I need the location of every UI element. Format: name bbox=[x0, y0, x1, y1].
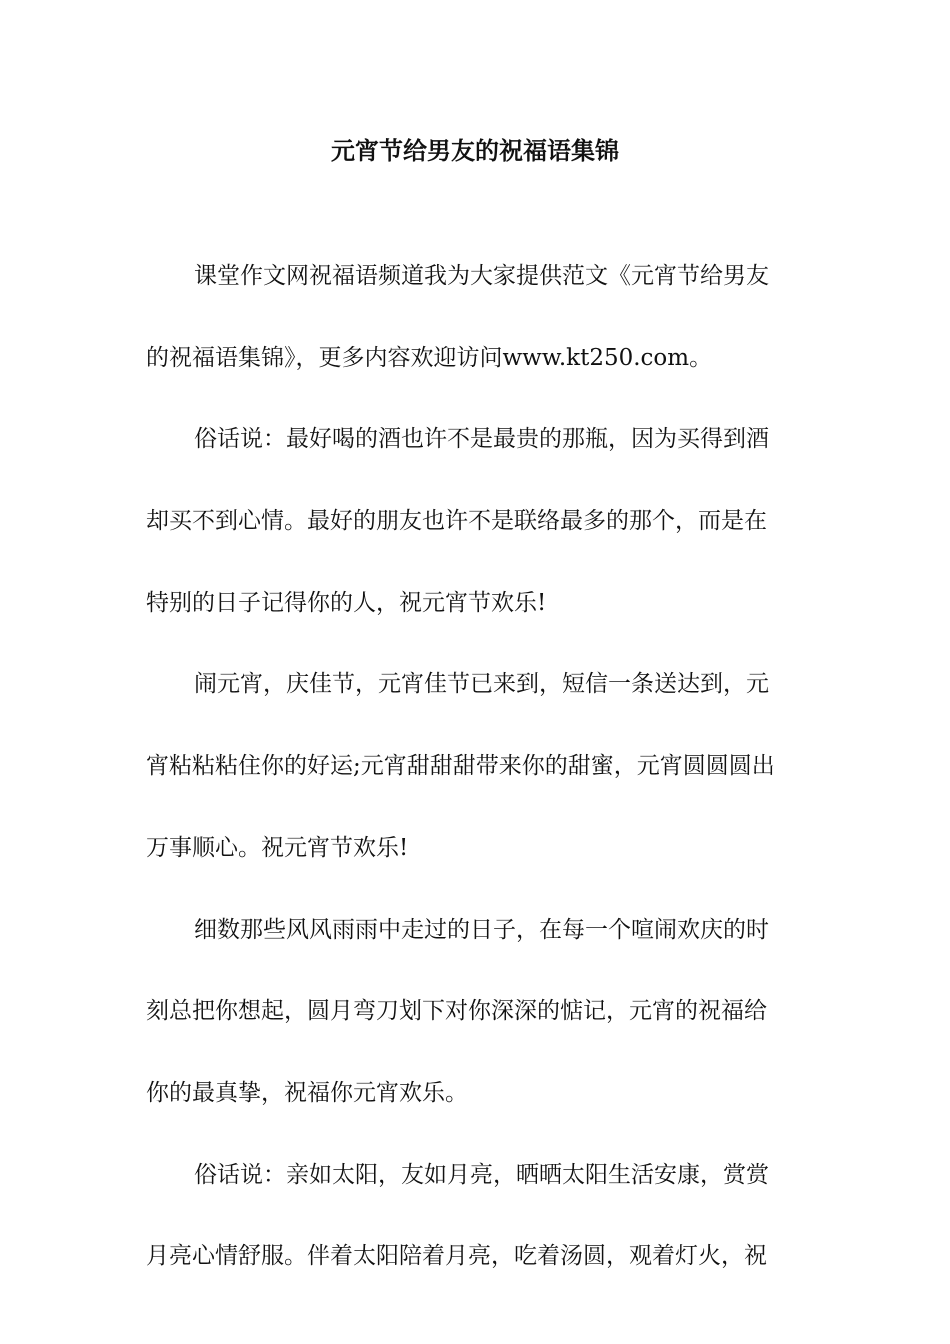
document-body bbox=[146, 248, 806, 1310]
paragraph-line: 刻总把你想起，圆月弯刀划下对你深深的惦记，元宵的祝福给 bbox=[146, 998, 767, 1025]
paragraph-line: 特别的日子记得你的人，祝元宵节欢乐! bbox=[146, 589, 547, 616]
document-title: 元宵节给男友的祝福语集锦 bbox=[331, 136, 619, 165]
paragraph-line: 细数那些风风雨雨中走过的日子，在每一个喧闹欢庆的时 bbox=[194, 916, 769, 943]
paragraph-line: 俗话说：亲如太阳，友如月亮，晒晒太阳生活安康，赏赏 bbox=[194, 1161, 769, 1188]
paragraph-line: 却买不到心情。最好的朋友也许不是联络最多的那个，而是在 bbox=[146, 508, 767, 535]
paragraph-line: 的祝福语集锦》，更多内容欢迎访问www.kt250.com。 bbox=[146, 344, 713, 371]
paragraph-line: 闹元宵，庆佳节，元宵佳节已来到，短信一条送达到，元 bbox=[194, 671, 769, 698]
paragraph-line: 月亮心情舒服。伴着太阳陪着月亮，吃着汤圆，观着灯火，祝 bbox=[146, 1243, 767, 1270]
paragraph-line: 万事顺心。祝元宵节欢乐! bbox=[146, 834, 409, 861]
paragraph-line: 宵粘粘粘住你的好运;元宵甜甜甜带来你的甜蜜，元宵圆圆圆出 bbox=[146, 753, 775, 780]
paragraph-line: 你的最真挚，祝福你元宵欢乐。 bbox=[146, 1079, 468, 1106]
paragraph-line: 俗话说：最好喝的酒也许不是最贵的那瓶，因为买得到酒 bbox=[194, 426, 769, 453]
paragraph-line: 课堂作文网祝福语频道我为大家提供范文《元宵节给男友 bbox=[194, 263, 769, 289]
